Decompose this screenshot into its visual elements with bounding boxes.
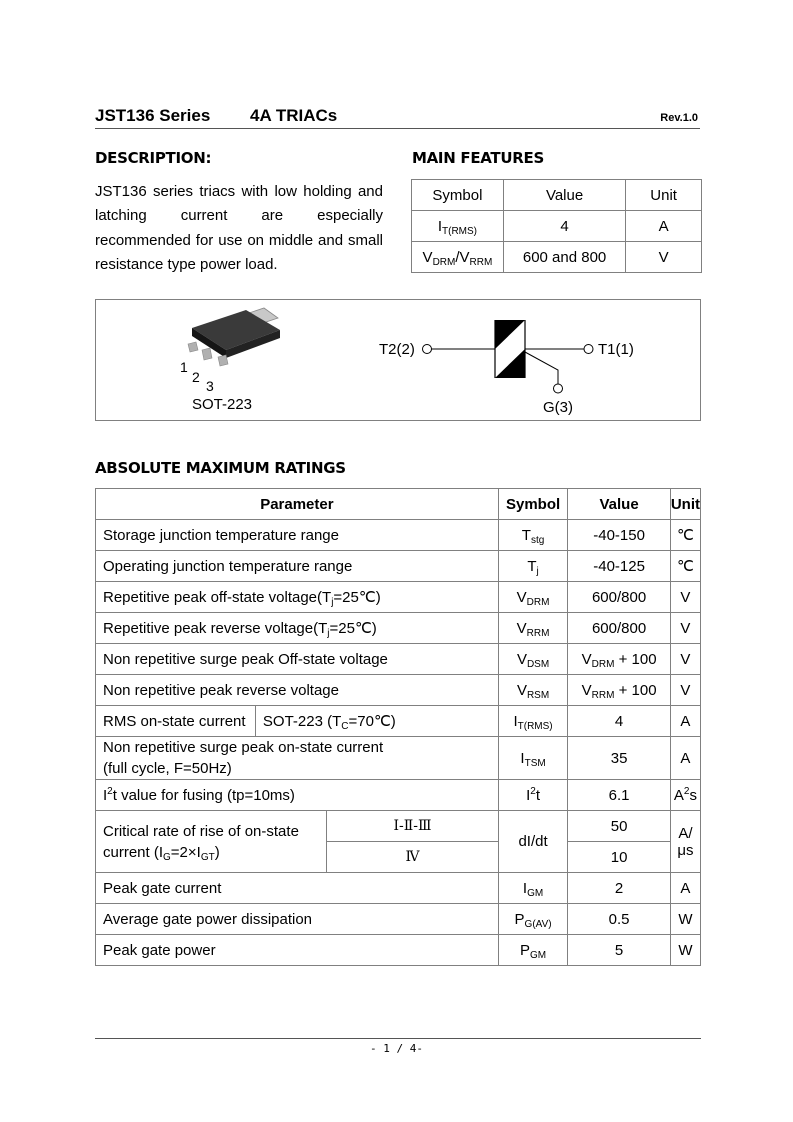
ratings-header-row [96,489,701,520]
feature-symbol: $V_{DRM}/V_{RRM}$ [412,242,504,273]
rating-value: -40-125 [568,551,670,582]
package-diagram-box [95,299,701,421]
ratings-table [95,488,701,966]
gate-label: G(3) [543,399,573,416]
series-title: JST136 Series [95,106,211,125]
rating-value: 6.1 [568,780,670,811]
rating-unit: A [670,737,700,780]
rating-row [96,780,701,811]
rating-param: $I^2t$ value for fusing (tp=10ms) [96,780,499,811]
ratings-heading: ABSOLUTE MAXIMUM RATINGS [95,459,346,477]
product-subtitle: 4A TRIACs [250,106,338,125]
rating-row [96,551,701,582]
rating-row [96,737,701,780]
feature-value: 600 and 800 [503,242,625,273]
page-number: - 1 / 4- [370,1042,423,1055]
rating-unit: A [670,873,700,904]
pin-2-label: 2 [192,369,200,385]
rating-value: 0.5 [568,904,670,935]
rating-symbol: $V_{DRM}$ [498,582,568,613]
rating-value: 10 [568,842,670,873]
rating-row [96,582,701,613]
features-table [411,179,702,273]
rating-quadrant: Ⅰ-Ⅱ-Ⅲ [327,811,499,842]
rating-row [96,675,701,706]
pin-1-label: 1 [180,359,188,375]
rating-value: 35 [568,737,670,780]
rating-value: 600/800 [568,582,670,613]
rating-condition: SOT-223 $(T_C=70℃)$ [255,706,498,737]
rating-row [96,520,701,551]
rating-param: Repetitive peak off-state $voltage(T_j=25℃)$ [96,582,499,613]
rating-unit: W [670,904,700,935]
rating-row [96,811,701,842]
rating-row [96,873,701,904]
rating-value: 600/800 [568,613,670,644]
rating-row [96,935,701,966]
rating-symbol: $I_{TSM}$ [498,737,568,780]
rating-symbol: $V_{DSM}$ [498,644,568,675]
t1-terminal-icon [584,345,593,354]
rating-value: 2 [568,873,670,904]
rating-unit: A [670,706,700,737]
rating-symbol: $P_{G(AV)}$ [498,904,568,935]
rating-param: Non repetitive surge peak on-state current (full cycle, F=50Hz) [96,737,499,780]
col-value: Value [568,489,670,520]
rating-row [96,904,701,935]
t2-terminal-icon [423,345,432,354]
t1-label: T1(1) [598,341,634,358]
rating-symbol: $T_j$ [498,551,568,582]
rating-symbol: $V_{RRM}$ [498,613,568,644]
rating-param: RMS on-state current [96,706,256,737]
package-name: SOT-223 [192,396,253,413]
rating-value: $V_{DRM} + 100$ [568,644,670,675]
rating-value: 50 [568,811,670,842]
features-header-row [412,180,702,211]
gate-terminal-icon [554,384,563,393]
features-col-value: Value [503,180,625,211]
rating-unit: V [670,582,700,613]
rating-param: Non repetitive peak reverse voltage [96,675,499,706]
rating-param: Critical rate of rise of on-state current $(I_G=2\times I_{GT})$ [96,811,327,873]
rating-unit: V [670,644,700,675]
features-row [412,211,702,242]
rating-unit: V [670,613,700,644]
rating-param: Non repetitive surge peak Off-state voltage [96,644,499,675]
pin-3-label: 3 [206,378,214,394]
rating-symbol: $P_{GM}$ [498,935,568,966]
rating-param: Storage junction temperature range [96,520,499,551]
features-col-symbol: Symbol [412,180,504,211]
col-parameter: Parameter [96,489,499,520]
footer-divider [95,1038,701,1039]
triac-lower-triangle-icon [495,349,525,378]
rating-param: Operating junction temperature range [96,551,499,582]
rating-row [96,644,701,675]
features-heading: MAIN FEATURES [412,149,544,167]
t2-label: T2(2) [379,341,415,358]
header-divider [95,128,700,129]
rating-unit: W [670,935,700,966]
rating-row [96,613,701,644]
rating-param: Peak gate power [96,935,499,966]
rating-unit: A/μs [670,811,700,873]
rating-symbol: $T_{stg}$ [498,520,568,551]
rating-unit: ℃ [670,551,700,582]
rating-symbol: $I_{T(RMS)}$ [498,706,568,737]
description-heading: DESCRIPTION: [95,149,212,167]
rating-param: Average gate power dissipation [96,904,499,935]
feature-unit: A [626,211,702,242]
package-diagram [96,300,700,420]
rating-param: Repetitive peak reverse $voltage(T_j=25℃)$ [96,613,499,644]
rating-unit: ℃ [670,520,700,551]
rating-symbol: $V_{RSM}$ [498,675,568,706]
rating-param: Peak gate current [96,873,499,904]
col-unit: Unit [670,489,700,520]
features-row [412,242,702,273]
revision-label: Rev.1.0 [660,112,698,124]
features-col-unit: Unit [626,180,702,211]
rating-symbol: dI/dt [498,811,568,873]
rating-symbol: $I^2t$ [498,780,568,811]
rating-row [96,706,701,737]
rating-symbol: $I_{GM}$ [498,873,568,904]
rating-unit: V [670,675,700,706]
col-symbol: Symbol [498,489,568,520]
rating-quadrant: Ⅳ [327,842,499,873]
rating-value: -40-150 [568,520,670,551]
description-text: JST136 series triacs with low holding and latching current are especially recommended for use on middle and small resistance type power load. [95,183,383,273]
rating-value: $V_{RRM} + 100$ [568,675,670,706]
rating-value: 5 [568,935,670,966]
sot223-package-icon [188,308,280,366]
rating-value: 4 [568,706,670,737]
feature-symbol: $I_{T(RMS)}$ [412,211,504,242]
triac-upper-triangle-icon [495,320,525,349]
rating-unit: $A^2s$ [670,780,700,811]
feature-unit: V [626,242,702,273]
feature-value: 4 [503,211,625,242]
